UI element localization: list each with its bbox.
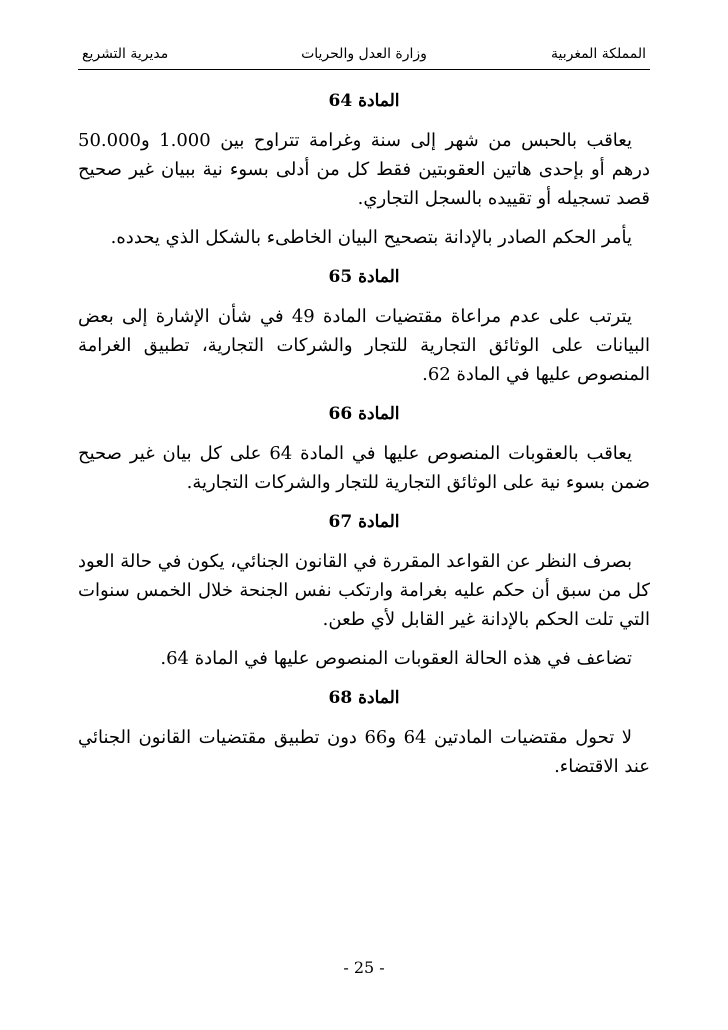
- document-body: [78, 88, 650, 781]
- header-kingdom: المملكة المغربية: [550, 46, 646, 62]
- article-title: المادة 68: [328, 688, 400, 708]
- article-paragraph: بصرف النظر عن القواعد المقررة في القانون الجنائي، يكون في حالة العود كل من سبق أن حكم عليه بغرامة وارتكب نفس الجنحة خلال الخمس سنوات التي تلت الحكم بالإدانة غير القابل لأي طعن.: [78, 551, 650, 630]
- article-66: [78, 401, 650, 497]
- page-header: [78, 44, 650, 70]
- article-64: [78, 88, 650, 252]
- article-paragraph: يعاقب بالعقوبات المنصوص عليها في المادة 64 على كل بيان غير صحيح ضمن بسوء نية على الوثائق التجارية للتجار والشركات التجارية.: [78, 443, 650, 493]
- header-directorate: مديرية التشريع: [82, 46, 169, 62]
- article-paragraph: لا تحول مقتضيات المادتين 64 و66 دون تطبيق مقتضيات القانون الجنائي عند الاقتضاء.: [78, 727, 650, 777]
- article-68: [78, 685, 650, 781]
- article-65: [78, 264, 650, 389]
- header-ministry: وزارة العدل والحريات: [301, 46, 427, 62]
- article-paragraph: يعاقب بالحبس من شهر إلى سنة وغرامة تتراوح بين 1.000 و50.000 درهم أو بإحدى هاتين العقوبتين فقط كل من أدلى بسوء نية ببيان غير صحيح قصد تسجيله أو تقييده بالسجل التجاري.: [78, 130, 650, 209]
- article-paragraph: تضاعف في هذه الحالة العقوبات المنصوص عليها في المادة 64.: [160, 648, 632, 669]
- article-title: المادة 65: [328, 267, 400, 287]
- article-title: المادة 66: [328, 404, 400, 424]
- page-number: - 25 -: [343, 958, 385, 977]
- article-paragraph: يترتب على عدم مراعاة مقتضيات المادة 49 في شأن الإشارة إلى بعض البيانات على الوثائق التجارية للتجار والشركات التجارية، تطبيق الغرامة المنصوص عليها في المادة 62.: [78, 306, 650, 385]
- article-title: المادة 67: [328, 512, 400, 532]
- article-67: [78, 509, 650, 673]
- header-divider: [78, 69, 650, 70]
- article-title: المادة 64: [328, 91, 400, 111]
- article-paragraph: يأمر الحكم الصادر بالإدانة بتصحيح البيان الخاطىء بالشكل الذي يحدده.: [110, 227, 632, 248]
